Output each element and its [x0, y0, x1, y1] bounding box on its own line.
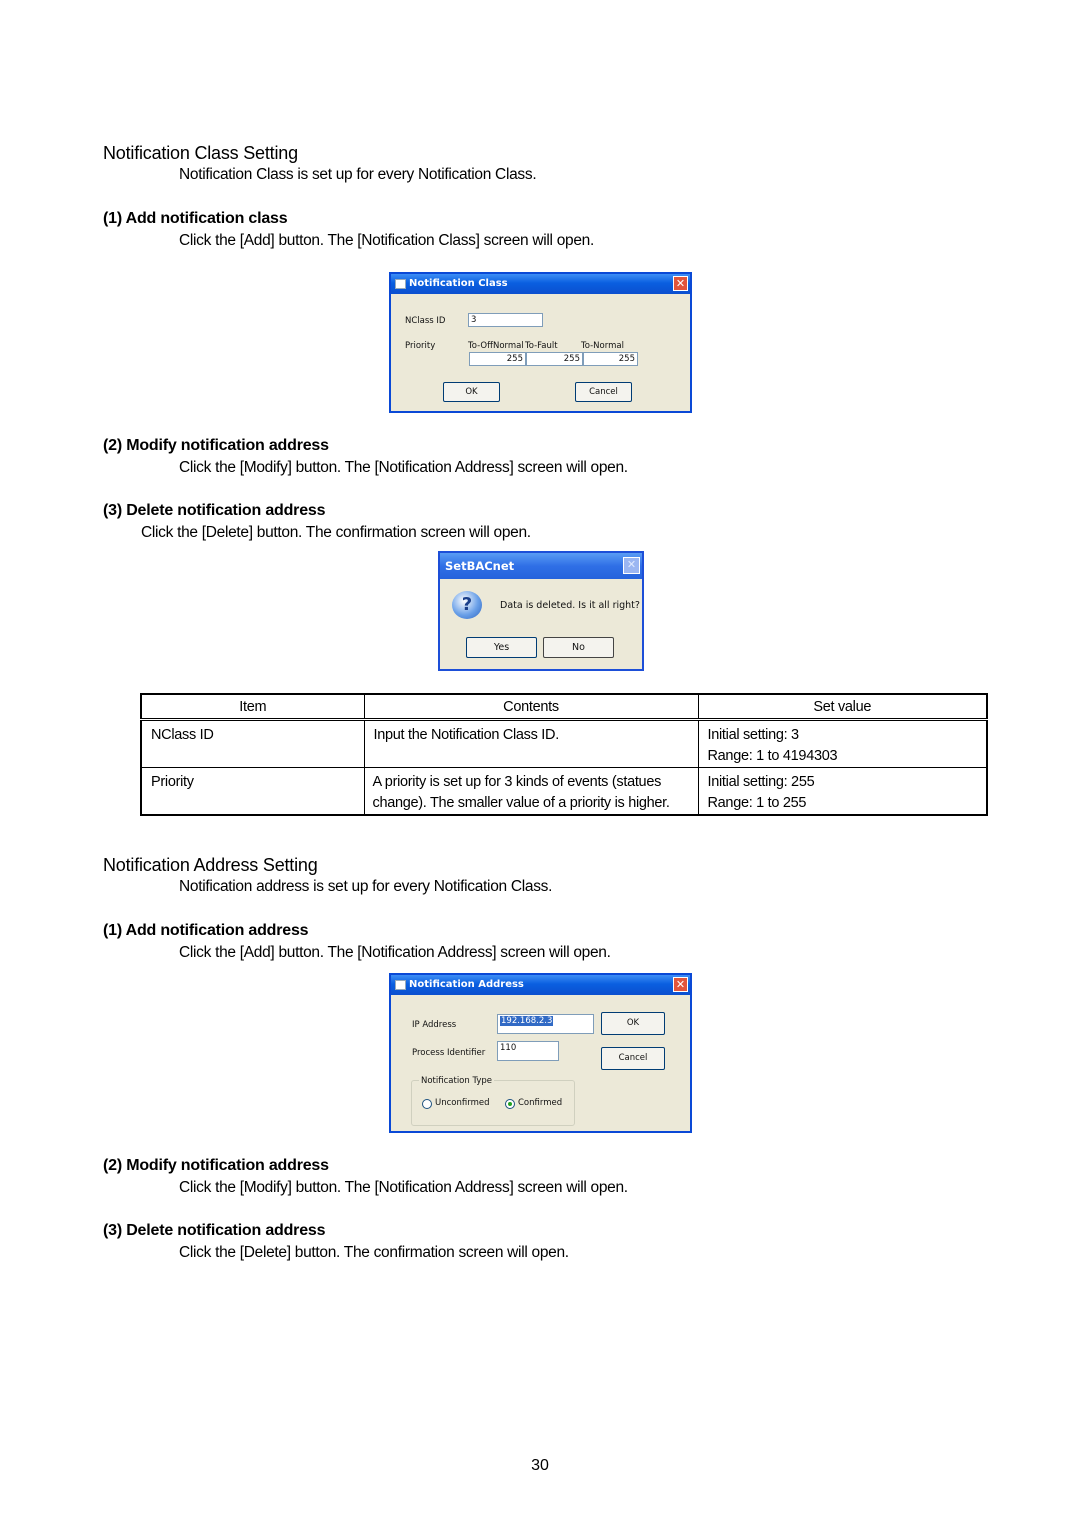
- cell-set-value: [698, 768, 987, 816]
- close-icon[interactable]: ✕: [673, 276, 688, 291]
- nclass-id-input[interactable]: 3: [468, 313, 543, 327]
- close-icon[interactable]: ✕: [673, 977, 688, 992]
- ip-address-input[interactable]: [497, 1014, 594, 1034]
- cell-item: NClass ID: [141, 720, 364, 768]
- network-icon: [395, 980, 406, 990]
- unconfirmed-radio[interactable]: [422, 1099, 432, 1109]
- cell-contents-line: A priority is set up for 3 kinds of events (statues: [372, 774, 662, 790]
- step-heading: (3) Delete notification address: [103, 1222, 326, 1239]
- col-normal-label: To-Normal: [581, 341, 624, 351]
- step-text: Click the [Add] button. The [Notification Address] screen will open.: [179, 944, 611, 961]
- cell-set-value-line: Initial setting: 3: [707, 727, 799, 743]
- priority-fault-input[interactable]: 255: [526, 352, 583, 366]
- dialog-title-bar: [391, 975, 690, 995]
- cancel-button[interactable]: Cancel: [601, 1047, 665, 1070]
- ip-address-label: IP Address: [412, 1020, 457, 1030]
- settings-table: [140, 693, 988, 816]
- step-heading: (1) Add notification address: [103, 922, 309, 939]
- process-identifier-input[interactable]: 110: [497, 1041, 559, 1061]
- priority-label: Priority: [405, 341, 436, 351]
- cell-contents-line: Input the Notification Class ID.: [373, 727, 559, 743]
- cell-set-value-line: Range: 1 to 255: [707, 795, 807, 811]
- dialog-title: Notification Class: [409, 278, 508, 289]
- nclass-id-label: NClass ID: [405, 316, 446, 326]
- cell-contents: [364, 768, 698, 816]
- cell-set-value-line: Range: 1 to 4194303: [707, 748, 838, 764]
- dialog-title: SetBACnet: [445, 559, 515, 573]
- step-text: Click the [Delete] button. The confirmation screen will open.: [141, 524, 531, 541]
- ok-button[interactable]: OK: [601, 1012, 665, 1035]
- question-icon: ?: [452, 591, 482, 619]
- notification-type-label: Notification Type: [421, 1076, 492, 1086]
- cancel-button[interactable]: Cancel: [575, 382, 632, 402]
- step-heading: (3) Delete notification address: [103, 502, 326, 519]
- step-text: Click the [Delete] button. The confirmation screen will open.: [179, 1244, 569, 1261]
- cell-set-value: [698, 720, 987, 768]
- section-title-notification-address: Notification Address Setting: [103, 855, 318, 875]
- unconfirmed-label: Unconfirmed: [435, 1098, 490, 1108]
- ok-button[interactable]: OK: [443, 382, 500, 402]
- cell-set-value-line: Initial setting: 255: [707, 774, 815, 790]
- process-identifier-label: Process Identifier: [412, 1048, 486, 1058]
- priority-normal-input[interactable]: 255: [583, 352, 638, 366]
- cell-item: Priority: [141, 768, 364, 816]
- priority-offnormal-input[interactable]: 255: [469, 352, 526, 366]
- notification-address-dialog: [389, 973, 692, 1133]
- cell-contents-line: change). The smaller value of a priority is higher.: [372, 795, 670, 811]
- cell-contents: [364, 720, 698, 768]
- col-fault-label: To-Fault: [525, 341, 558, 351]
- close-icon[interactable]: ✕: [623, 557, 640, 574]
- section-intro: Notification address is set up for every Notification Class.: [179, 878, 553, 895]
- table-header-row: [141, 694, 987, 720]
- dialog-title: Notification Address: [409, 979, 524, 990]
- window-icon: [395, 279, 406, 289]
- step-heading: (2) Modify notification address: [103, 437, 329, 454]
- table-row: [141, 720, 987, 768]
- no-button[interactable]: No: [543, 637, 614, 658]
- step-heading: (1) Add notification class: [103, 210, 288, 227]
- section-title-notification-class: Notification Class Setting: [103, 143, 298, 163]
- step-text: Click the [Add] button. The [Notification Class] screen will open.: [179, 232, 594, 249]
- confirmed-radio[interactable]: [505, 1099, 515, 1109]
- notification-class-dialog: [389, 272, 692, 413]
- confirm-dialog: [438, 551, 644, 671]
- table-row: [141, 768, 987, 816]
- section-intro: Notification Class is set up for every Notification Class.: [179, 166, 537, 183]
- dialog-title-bar: [440, 553, 642, 579]
- step-text: Click the [Modify] button. The [Notification Address] screen will open.: [179, 459, 628, 476]
- step-heading: (2) Modify notification address: [103, 1157, 329, 1174]
- page-number: 30: [531, 1457, 549, 1474]
- ip-address-value: 192.168.2.3: [501, 1016, 553, 1026]
- col-offnormal-label: To-OffNormal: [468, 341, 524, 351]
- yes-button[interactable]: Yes: [466, 637, 537, 658]
- confirm-message: Data is deleted. Is it all right?: [500, 600, 640, 611]
- confirmed-label: Confirmed: [518, 1098, 563, 1108]
- step-text: Click the [Modify] button. The [Notification Address] screen will open.: [179, 1179, 628, 1196]
- column-header: Set value: [698, 694, 987, 720]
- column-header: Item: [141, 694, 364, 720]
- dialog-title-bar: [391, 274, 690, 294]
- column-header: Contents: [364, 694, 698, 720]
